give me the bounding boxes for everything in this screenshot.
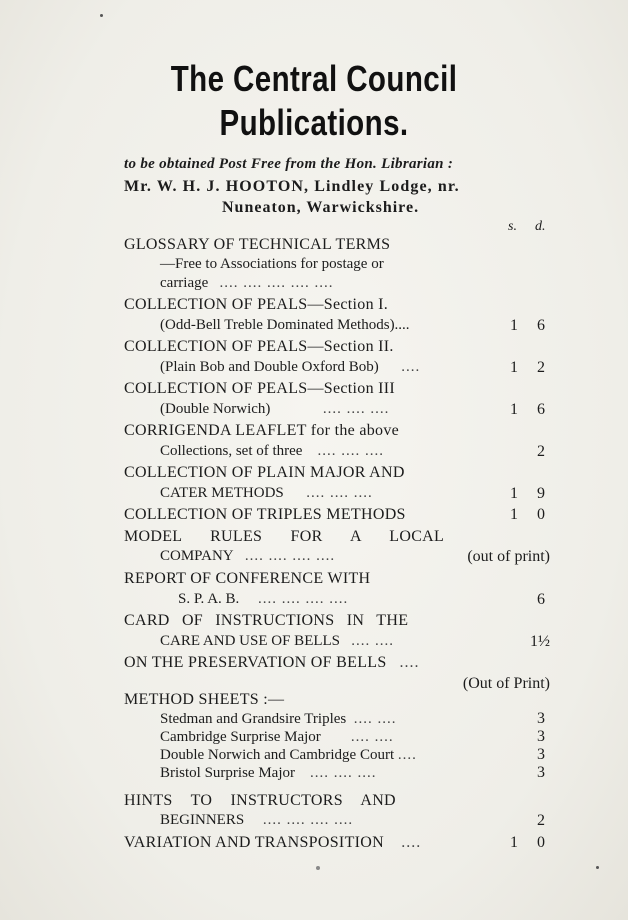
peals-section-1-title: COLLECTION OF PEALS—Section I. <box>124 296 389 313</box>
leader-dots: .... .... <box>353 711 397 727</box>
price-pence: 2 <box>537 359 545 376</box>
price-shillings: 1 <box>510 834 518 851</box>
hints-line2: BEGINNERS .... .... .... .... <box>160 812 354 828</box>
subtitle: to be obtained Post Free from the Hon. Librarian : <box>124 156 454 172</box>
paper-speck <box>596 866 599 869</box>
peals-section-2-line2: (Plain Bob and Double Oxford Bob) .... <box>160 359 421 375</box>
price-pence: 6 <box>537 591 545 608</box>
leader-dots: .... .... .... .... <box>258 591 349 607</box>
leader-dots: .... .... <box>350 729 394 745</box>
glossary-line3: carriage .... .... .... .... .... <box>160 275 334 291</box>
triples-title: COLLECTION OF TRIPLES METHODS <box>124 506 406 523</box>
leader-dots: .... .... .... <box>310 765 377 781</box>
method-sheet-entry: Double Norwich and Cambridge Court .... <box>160 747 417 763</box>
out-of-print-note: (Out of Print) <box>462 675 550 692</box>
leader-dots: .... <box>397 747 417 763</box>
price-pence: 1½ <box>530 633 550 650</box>
leader-dots: .... .... .... .... <box>262 812 354 828</box>
leader-dots: .... .... .... <box>306 485 373 501</box>
price-shillings: 1 <box>510 485 518 502</box>
corrigenda-line2: Collections, set of three .... .... .... <box>160 443 384 459</box>
price-shillings: 1 <box>510 506 518 523</box>
price-pence: 0 <box>537 834 545 851</box>
peals-section-3-title: COLLECTION OF PEALS—Section III <box>124 380 396 397</box>
conference-title: REPORT OF CONFERENCE WITH <box>124 570 371 587</box>
plain-major-title: COLLECTION OF PLAIN MAJOR AND <box>124 464 405 481</box>
shillings-header: s. <box>508 219 517 234</box>
address-line-1: Mr. W. H. J. HOOTON, Lindley Lodge, nr. <box>124 178 460 195</box>
pence-header: d. <box>535 219 546 234</box>
method-sheets-title: METHOD SHEETS :— <box>124 691 285 708</box>
method-sheet-entry: Bristol Surprise Major .... .... .... <box>160 765 377 781</box>
variation-title: VARIATION AND TRANSPOSITION .... <box>124 834 422 851</box>
card-line2: CARE AND USE OF BELLS .... .... <box>160 633 395 649</box>
title-line-2: Publications. <box>219 102 409 143</box>
hints-title: HINTS TO INSTRUCTORS AND <box>124 792 396 809</box>
leader-dots: .... .... .... .... <box>244 548 336 564</box>
leader-dots: .... <box>399 654 420 671</box>
leader-dots: .... .... <box>351 633 395 649</box>
address-line-2: Nuneaton, Warwickshire. <box>222 199 420 216</box>
price-shillings: 1 <box>510 317 518 334</box>
glossary-line2: —Free to Associations for postage or <box>160 256 384 272</box>
price-pence: 3 <box>537 746 545 763</box>
preservation-title: ON THE PRESERVATION OF BELLS .... <box>124 654 420 671</box>
title-line-1: The Central Council <box>170 58 458 99</box>
price-pence: 3 <box>537 710 545 727</box>
peals-section-2-title: COLLECTION OF PEALS—Section II. <box>124 338 394 355</box>
peals-section-1-line2: (Odd-Bell Treble Dominated Methods).... <box>160 317 410 333</box>
method-sheet-entry: Stedman and Grandsire Triples .... .... <box>160 711 397 727</box>
price-pence: 2 <box>537 812 545 829</box>
out-of-print-note: (out of print) <box>467 548 550 565</box>
leader-dots: .... .... .... .... .... <box>219 275 334 291</box>
conference-line2: S. P. A. B. .... .... .... .... <box>178 591 349 607</box>
price-pence: 0 <box>537 506 545 523</box>
price-pence: 6 <box>537 317 545 334</box>
method-sheet-entry: Cambridge Surprise Major .... .... <box>160 729 394 745</box>
price-pence: 3 <box>537 764 545 781</box>
model-rules-title: MODEL RULES FOR A LOCAL <box>124 528 445 545</box>
card-title: CARD OF INSTRUCTIONS IN THE <box>124 612 409 629</box>
glossary-title: GLOSSARY OF TECHNICAL TERMS <box>124 236 391 253</box>
price-pence: 3 <box>537 728 545 745</box>
paper-speck <box>100 14 103 17</box>
peals-section-3-line2: (Double Norwich) .... .... .... <box>160 401 390 417</box>
price-pence: 6 <box>537 401 545 418</box>
price-pence: 2 <box>537 443 545 460</box>
leader-dots: .... <box>401 359 421 375</box>
price-shillings: 1 <box>510 401 518 418</box>
corrigenda-title: CORRIGENDA LEAFLET for the above <box>124 422 400 439</box>
price-shillings: 1 <box>510 359 518 376</box>
plain-major-line2: CATER METHODS .... .... .... <box>160 485 373 501</box>
leader-dots: .... <box>401 834 422 851</box>
leader-dots: .... .... .... <box>322 401 390 417</box>
leader-dots: .... .... .... <box>317 443 384 459</box>
paper-speck <box>316 866 320 870</box>
model-rules-line2: COMPANY .... .... .... .... <box>160 548 336 564</box>
price-pence: 9 <box>537 485 545 502</box>
